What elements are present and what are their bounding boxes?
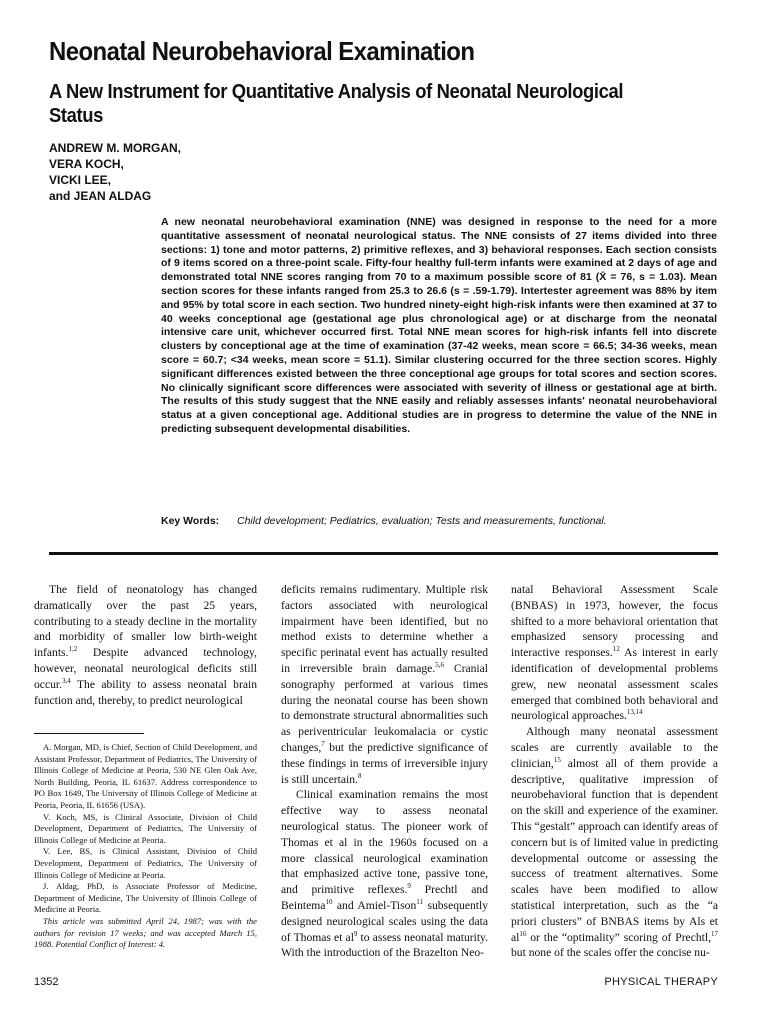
citation-reference: 10 [325,898,333,907]
body-text: to assess neonatal maturity. With the introduction of the Brazelton Neo- [281,930,488,960]
journal-name: PHYSICAL THERAPY [604,976,718,988]
citation-reference: 11 [416,898,424,907]
submission-note: This article was submitted April 24, 1987; was with the authors for revision 17 weeks; and was accepted March 15, 1988. Potential Conflict of Interest: 4. [34,915,257,950]
body-text: Cranial sonography performed at various times during the neonatal course has been shown to demonstrate structural abnormalities such as periventricular leukomalacia or cystic changes, [281,661,488,754]
citation-reference: 1,2 [68,645,78,654]
body-text: Clinical examination remains the most effective way to assess neonatal neurological status. The pioneer work of Thomas et al in the 1960s focused on a more classical neurological examination that emphasized active tone, passive tone, and primitive reflexes. [281,788,488,897]
body-text: natal Behavioral Assessment Scale (BNBAS) in 1973, however, the focus shifted to a more behavioral orientation that emphasized sensory processing and interactive responses. [511,583,718,660]
body-text: almost all of them provide a descriptive, qualitative impression of neurobehavioral function that is dependent on the skill and experience of the examiner. This “gestalt” approach can identify areas of concern but is of limited value in predicting developmental outcome or assessing the success of treatment alternatives. Some scales have been modified to allow statistical interpretation, such as the “a priori clusters” of BNBAS items by Als et al [511,756,718,944]
body-text: and Amiel-Tison [332,898,417,912]
article-subtitle: A New Instrument for Quantitative Analysis of Neonatal Neurological Status [49,81,624,127]
body-text: Although many neonatal assessment scales are currently available to the clinician, [511,725,718,770]
author-name: and JEAN ALDAG [49,189,152,203]
body-paragraph [281,787,488,961]
keywords-text: Child development; Pediatrics, evaluation; Tests and measurements, functional. [237,515,607,527]
body-text: subsequently designed neurological scales using the data of Thomas et al [281,898,488,944]
body-text: but none of the scales offer the concise nu- [511,946,710,960]
citation-reference: 3,4 [62,676,71,685]
body-column-2 [281,582,488,961]
citation-reference: 9 [407,882,411,891]
citation-reference: 13,14 [626,708,643,717]
footnote: A. Morgan, MD, is Chief, Section of Child Development, and Assistant Professor, Department of Pediatrics, The University of Illinois College of Medicine at Peoria, 530 NE Glen Oak Ave, North Building, Peoria, IL 61637. Address correspondence to PO Box 1649, The University of Illinois College of Medicine at Peoria, Peoria, IL 61656 (USA). [34,742,257,810]
body-text: deficits remains rudimentary. Multiple risk factors associated with neurological impairment have been identified, but no method exists to determine whether a specific perinatal event has actually resulted in irreversible brain damage. [281,583,488,675]
author-list [49,140,181,204]
author-name: ANDREW M. MORGAN, [49,141,181,155]
footnote: J. Aldag, PhD, is Associate Professor of Medicine, Department of Medicine, The University of Illinois College of Medicine at Peoria. [34,881,257,915]
citation-reference: 5,6 [435,661,444,670]
citation-reference: 9 [353,929,358,938]
citation-reference: 16 [519,929,527,938]
keywords-label: Key Words: [161,515,220,527]
citation-reference: 7 [321,740,325,749]
footnote-divider [34,733,144,734]
body-text: The field of neonatology has changed dramatically over the past 25 years, contributing to a steady decline in the mortality and morbidity of smaller low birth-weight infants. [34,583,257,660]
body-text: Prechtl and Beintema [281,883,488,912]
body-text: but the predictive significance of these findings in terms of irreversible injury is still uncertain. [281,740,488,786]
body-text: Despite advanced technology, however, neonatal neurological deficits still occur. [34,646,257,691]
body-text: or the “optimality” scoring of Prechtl, [526,930,711,944]
body-column-3 [511,582,718,961]
body-text: As interest in early identification of developmental problems grew, new neonatal assessment scales emerged that combined both behavioral and neurological approaches. [511,646,718,723]
abstract: A new neonatal neurobehavioral examination (NNE) was designed in response to the need for a more quantitative assessment of neonatal neurological status. The NNE consists of 27 items divided into three sections: 1) tone and motor patterns, 2) primitive reflexes, and 3) behavioral responses. Each section consists of 9 items scored on a three-point scale. Fifty-four healthy full-term infants were examined at 2 days of age and demonstrated total NNE scores ranging from 70 to a maximum possible score of 81 (X̄ = 76, s = 1.03). Mean section scores for these infants ranged from 25.3 to 26.6 (s = .59-1.79). Intertester agreement was 88% by item and 95% by total score in each section. Two hundred ninety-eight high-risk infants were then examined at 37 to 40 weeks conceptional age (gestational age plus chronological age) or at discharge from the neonatal intensive care unit, whichever occurred first. Total NNE mean scores for high-risk infants fell into discrete clusters by conceptional age at the time of examination (37-42 weeks, mean score = 66.5; 34-36 weeks, mean score = 60.7; <34 weeks, mean score = 51.1). Similar clustering occurred for the three section scores. Highly significant differences existed between the three conceptional age groups for total scores and section scores. No clinically significant score differences were associated with severity of illness or gestational age at birth. The results of this study suggest that the NNE easily and reliably assesses infants' neonatal neurobehavioral status at a given conceptional age. Additional studies are in progress to determine the value of the NNE in predicting subsequent developmental disabilities. [161,216,717,435]
citation-reference: 17 [711,929,718,938]
footnote: V. Koch, MS, is Clinical Associate, Division of Child Development, Department of Pediatrics, The University of Illinois College of Medicine at Peoria. [34,811,257,845]
author-name: VERA KOCH, [49,157,124,171]
citation-reference: 15 [553,755,561,764]
article-title: Neonatal Neurobehavioral Examination [49,36,475,66]
body-text: The ability to assess neonatal brain function and, thereby, to predict neurological [34,677,257,707]
body-paragraph [511,582,718,724]
footnote: V. Lee, BS, is Clinical Assistant, Division of Child Development, Department of Pediatrics, The University of Illinois College of Medicine at Peoria. [34,846,257,880]
body-paragraph [281,582,488,787]
body-column-1 [34,582,257,708]
citation-reference: 12 [612,645,620,654]
page-number: 1352 [34,976,59,988]
body-paragraph [34,582,257,708]
section-divider [49,552,718,555]
body-paragraph [511,724,718,961]
citation-reference: 8 [357,771,362,780]
author-name: VICKI LEE, [49,173,112,187]
author-affiliations [34,742,257,951]
